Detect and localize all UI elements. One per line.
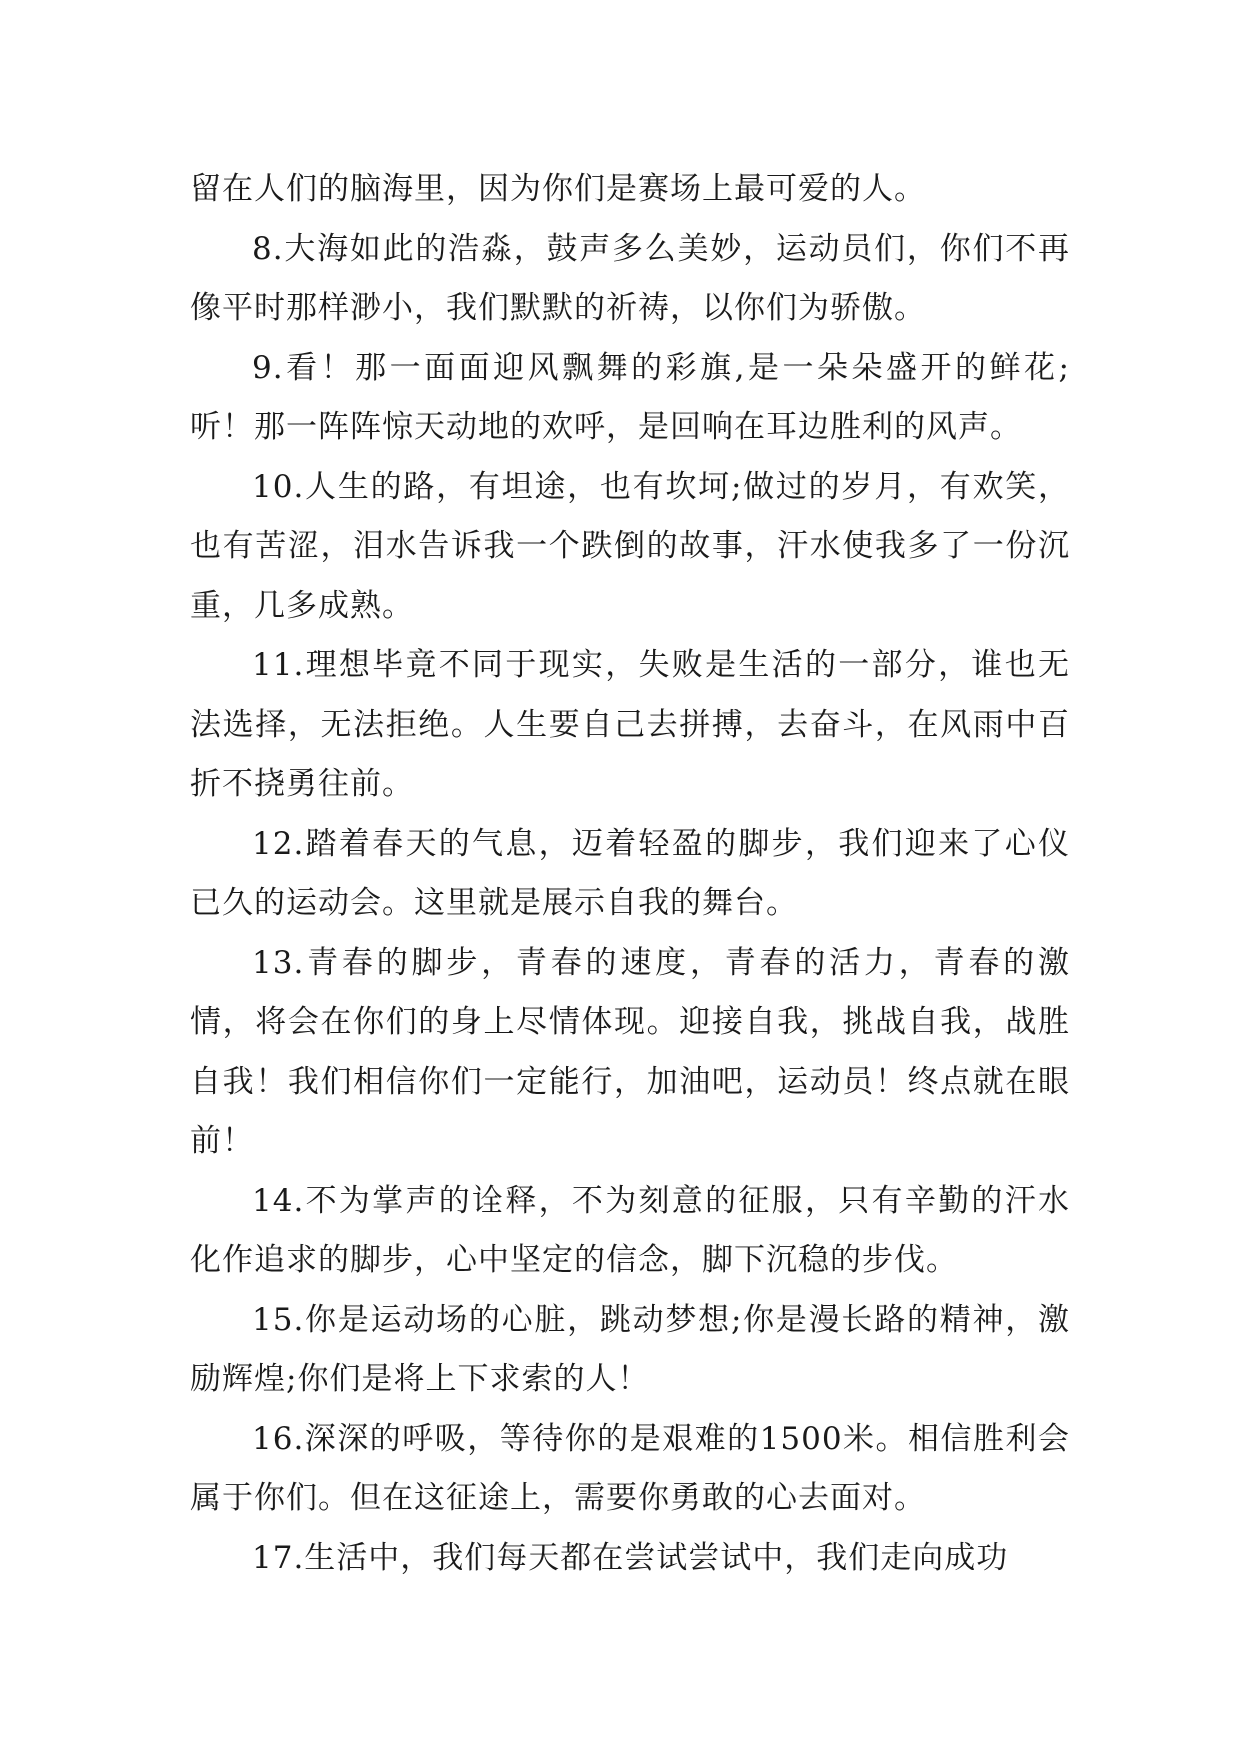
paragraph-13: 13.青春的脚步，青春的速度，青春的活力，青春的激情，将会在你们的身上尽情体现。迎接自我，挑战自我，战胜自我！我们相信你们一定能行，加油吧，运动员！终点就在眼前！ — [190, 944, 1070, 1159]
paragraph-12: 12.踏着春天的气息，迈着轻盈的脚步，我们迎来了心仪已久的运动会。这里就是展示自我的舞台。 — [190, 825, 1070, 921]
paragraph-continuation: 留在人们的脑海里，因为你们是赛场上最可爱的人。 — [190, 171, 926, 207]
paragraph-16: 16.深深的呼吸，等待你的是艰难的1500米。相信胜利会属于你们。但在这征途上，需要你勇敢的心去面对。 — [190, 1420, 1070, 1516]
paragraph-15: 15.你是运动场的心脏，跳动梦想;你是漫长路的精神，激励辉煌;你们是将上下求索的人！ — [190, 1301, 1070, 1397]
paragraph-9: 9.看！那一面面迎风飘舞的彩旗,是一朵朵盛开的鲜花;听！那一阵阵惊天动地的欢呼，是回响在耳边胜利的风声。 — [190, 349, 1070, 445]
paragraph-8: 8.大海如此的浩淼，鼓声多么美妙，运动员们，你们不再像平时那样渺小，我们默默的祈祷，以你们为骄傲。 — [190, 230, 1070, 326]
paragraph-14: 14.不为掌声的诠释，不为刻意的征服，只有辛勤的汗水化作追求的脚步，心中坚定的信念，脚下沉稳的步伐。 — [190, 1182, 1070, 1278]
document-body — [190, 160, 1070, 1588]
paragraph-11: 11.理想毕竟不同于现实，失败是生活的一部分，谁也无法选择，无法拒绝。人生要自己去拼搏，去奋斗，在风雨中百折不挠勇往前。 — [190, 647, 1070, 802]
paragraph-10: 10.人生的路，有坦途，也有坎坷;做过的岁月，有欢笑，也有苦涩，泪水告诉我一个跌倒的故事，汗水使我多了一份沉重，几多成熟。 — [190, 468, 1070, 624]
paragraph-17: 17.生活中，我们每天都在尝试尝试中，我们走向成功 — [252, 1539, 1009, 1576]
